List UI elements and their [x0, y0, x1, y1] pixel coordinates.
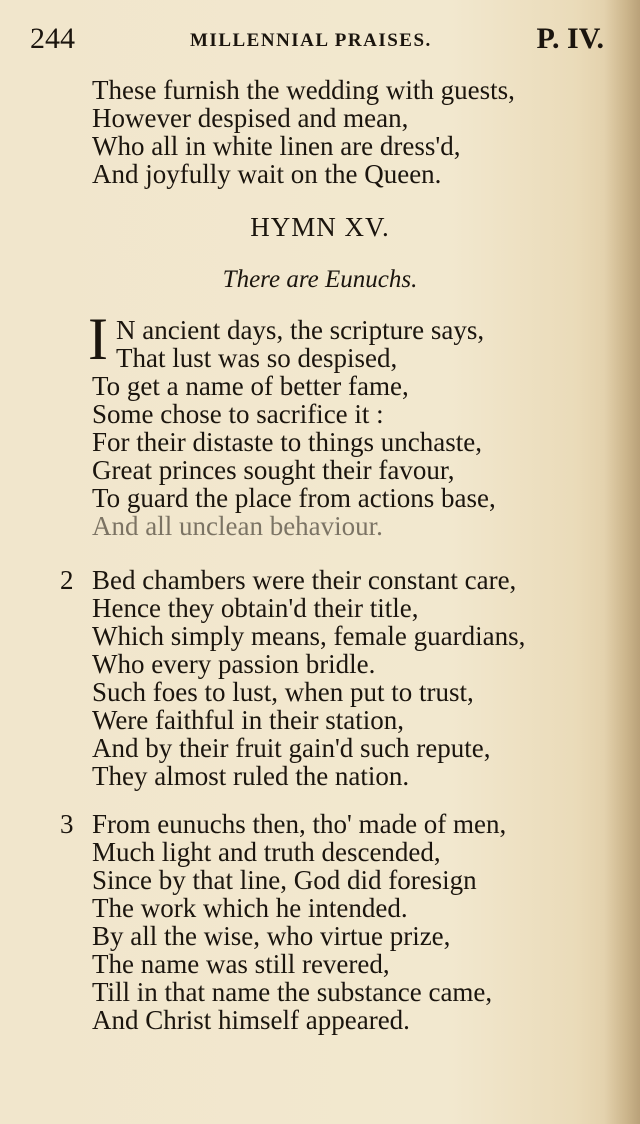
verse-line: That lust was so despised,: [116, 343, 398, 373]
verse-line: Some chose to sacrifice it :: [92, 399, 384, 429]
verse-line: Hence they obtain'd their title,: [92, 593, 419, 623]
verse-line: Since by that line, God did foresign: [92, 865, 477, 895]
verse-line: Much light and truth descended,: [92, 837, 441, 867]
verse-line: Such foes to lust, when put to trust,: [92, 677, 474, 707]
hymn-title: HYMN XV.: [250, 212, 390, 242]
verse-line: The name was still revered,: [92, 949, 390, 979]
intro-stanza: [92, 76, 592, 188]
page-spine-shadow: [604, 0, 640, 1124]
verse-line: From eunuchs then, tho' made of men,: [92, 809, 507, 839]
verse-3: [92, 810, 592, 1034]
stanza-line: These furnish the wedding with guests,: [92, 75, 515, 105]
verse-line: To get a name of better fame,: [92, 371, 409, 401]
stanza-line: However despised and mean,: [92, 103, 409, 133]
verse-line: The work which he intended.: [92, 893, 408, 923]
stanza-line: And joyfully wait on the Queen.: [92, 159, 442, 189]
verse-line: To guard the place from actions base,: [92, 483, 496, 513]
verse-line: N ancient days, the scripture says,: [116, 315, 485, 345]
verse-line: By all the wise, who virtue prize,: [92, 921, 451, 951]
verse-line: Were faithful in their station,: [92, 705, 404, 735]
running-title: MILLENNIAL PRAISES.: [190, 30, 432, 51]
verse-line: And Christ himself appeared.: [92, 1005, 410, 1035]
verse-2: [92, 566, 592, 790]
page-header: [30, 22, 610, 62]
verse-line: And all unclean behaviour.: [92, 511, 383, 541]
verse-1-head: [116, 316, 616, 372]
verse-1: [92, 372, 592, 540]
stanza-line: Who all in white linen are dress'd,: [92, 131, 461, 161]
verse-line: They almost ruled the nation.: [92, 761, 410, 791]
verse-number: 3: [60, 809, 74, 839]
page-number: 244: [30, 22, 75, 55]
hymn-subtitle: There are Eunuchs.: [222, 266, 418, 293]
verse-line: For their distaste to things unchaste,: [92, 427, 482, 457]
verse-line: Which simply means, female guardians,: [92, 621, 526, 651]
verse-line: Who every passion bridle.: [92, 649, 376, 679]
verse-number: 2: [60, 565, 74, 595]
verse-line: And by their fruit gain'd such repute,: [92, 733, 491, 763]
verse-line: Till in that name the substance came,: [92, 977, 493, 1007]
verse-line: Bed chambers were their constant care,: [92, 565, 517, 595]
drop-cap: I: [88, 306, 108, 372]
part-label: P. IV.: [536, 22, 604, 55]
verse-line: Great princes sought their favour,: [92, 455, 455, 485]
